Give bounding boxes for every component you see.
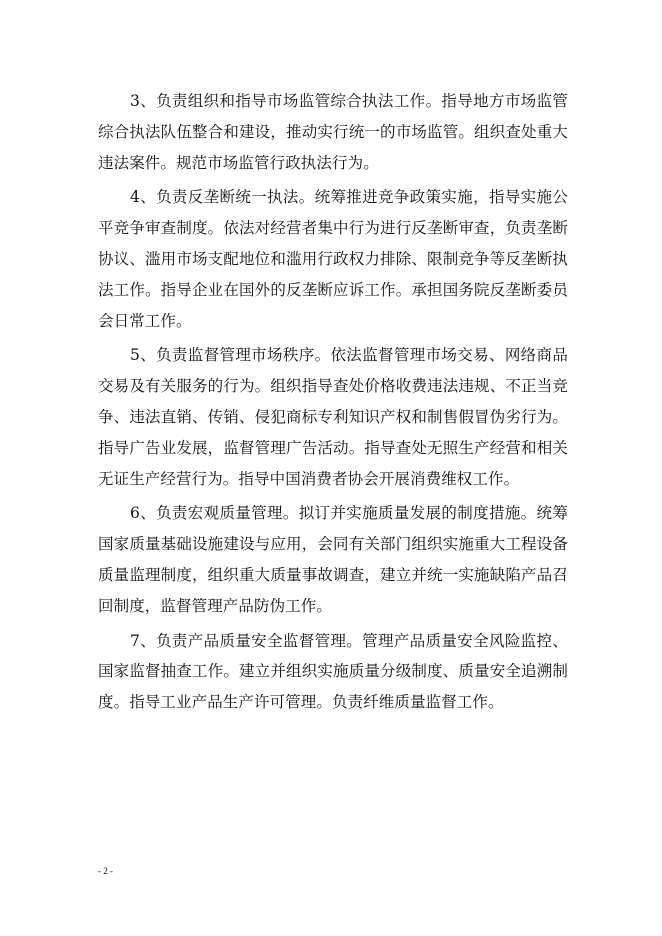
paragraph-item-7: 7、负责产品质量安全监督管理。管理产品质量安全风险监控、国家监督抽查工作。建立并组织实施质量分级制度、质量安全追溯制度。指导工业产品生产许可管理。负责纤维质量监督工作。 [98, 631, 568, 712]
page-number: - 2 - [98, 866, 113, 876]
paragraph-item-3: 3、负责组织和指导市场监管综合执法工作。指导地方市场监管综合执法队伍整合和建设，推动实行统一的市场监管。组织查处重大违法案件。规范市场监管行政执法行为。 [98, 92, 568, 172]
paragraph-item-4: 4、负责反垄断统一执法。统筹推进竞争政策实施，指导实施公平竞争审查制度。依法对经营者集中行为进行反垄断审查，负责垄断协议、滥用市场支配地位和滥用行政权力排除、限制竞争等反垄断执法工作。指导企业在国外的反垄断应诉工作。承担国务院反垄断委员会日常工作。 [98, 188, 568, 330]
paragraph-item-5: 5、负责监督管理市场秩序。依法监督管理市场交易、网络商品交易及有关服务的行为。组织指导查处价格收费违法违规、不正当竞争、违法直销、传销、侵犯商标专利知识产权和制售假冒伪劣行为。指导广告业发展，监督管理广告活动。指导查处无照生产经营和相关无证生产经营行为。指导中国消费者协会开展消费维权工作。 [98, 346, 568, 488]
paragraph-item-6: 6、负责宏观质量管理。拟订并实施质量发展的制度措施。统筹国家质量基础设施建设与应用，会同有关部门组织实施重大工程设备质量监理制度，组织重大质量事故调查，建立并统一实施缺陷产品召回制度，监督管理产品防伪工作。 [98, 504, 568, 615]
document-body [98, 86, 568, 722]
